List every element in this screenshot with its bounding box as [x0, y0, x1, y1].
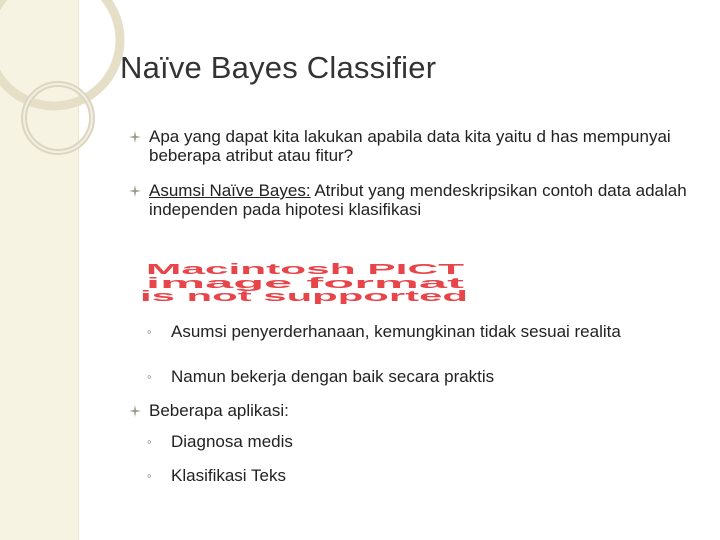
- sub-bullet-text-3: Diagnosa medis: [171, 432, 293, 451]
- assumption-term: Asumsi Naïve Bayes:: [149, 181, 311, 200]
- bullet-text-1: Apa yang dapat kita lakukan apabila data kita yaitu d has mempunyai beberapa atribut atau fitur?: [149, 127, 671, 165]
- placeholder-line-1: Macintosh PICT: [146, 261, 464, 278]
- unsupported-image-placeholder: [138, 260, 473, 304]
- decorative-ring-large: [0, 0, 120, 106]
- circle-bullet-icon: ◦: [147, 324, 152, 339]
- sparkle-bullet-icon: [128, 404, 142, 418]
- circle-bullet-icon: ◦: [147, 468, 152, 483]
- placeholder-line-3: is not supported: [140, 288, 468, 304]
- sub-bullet-text-1: Asumsi penyerderhanaan, kemungkinan tidak sesuai realita: [171, 322, 621, 341]
- bullet-text-2: [149, 181, 709, 219]
- circle-bullet-icon: ◦: [147, 434, 152, 449]
- circle-bullet-icon: ◦: [147, 369, 152, 384]
- sparkle-bullet-icon: [128, 130, 142, 144]
- sub-bullet-text-4: Klasifikasi Teks: [171, 466, 286, 485]
- decorative-ring-highlight: [24, 84, 92, 152]
- placeholder-line-2: image format: [146, 275, 464, 292]
- bullet-text-3: Beberapa aplikasi:: [149, 401, 289, 420]
- slide-title: Naïve Bayes Classifier: [120, 50, 437, 85]
- sub-bullet-text-2: Namun bekerja dengan baik secara praktis: [171, 367, 495, 386]
- sparkle-bullet-icon: [128, 184, 142, 198]
- assumption-description: Atribut yang mendeskripsikan contoh data adalah independen pada hipotesi klasifikasi: [149, 181, 687, 219]
